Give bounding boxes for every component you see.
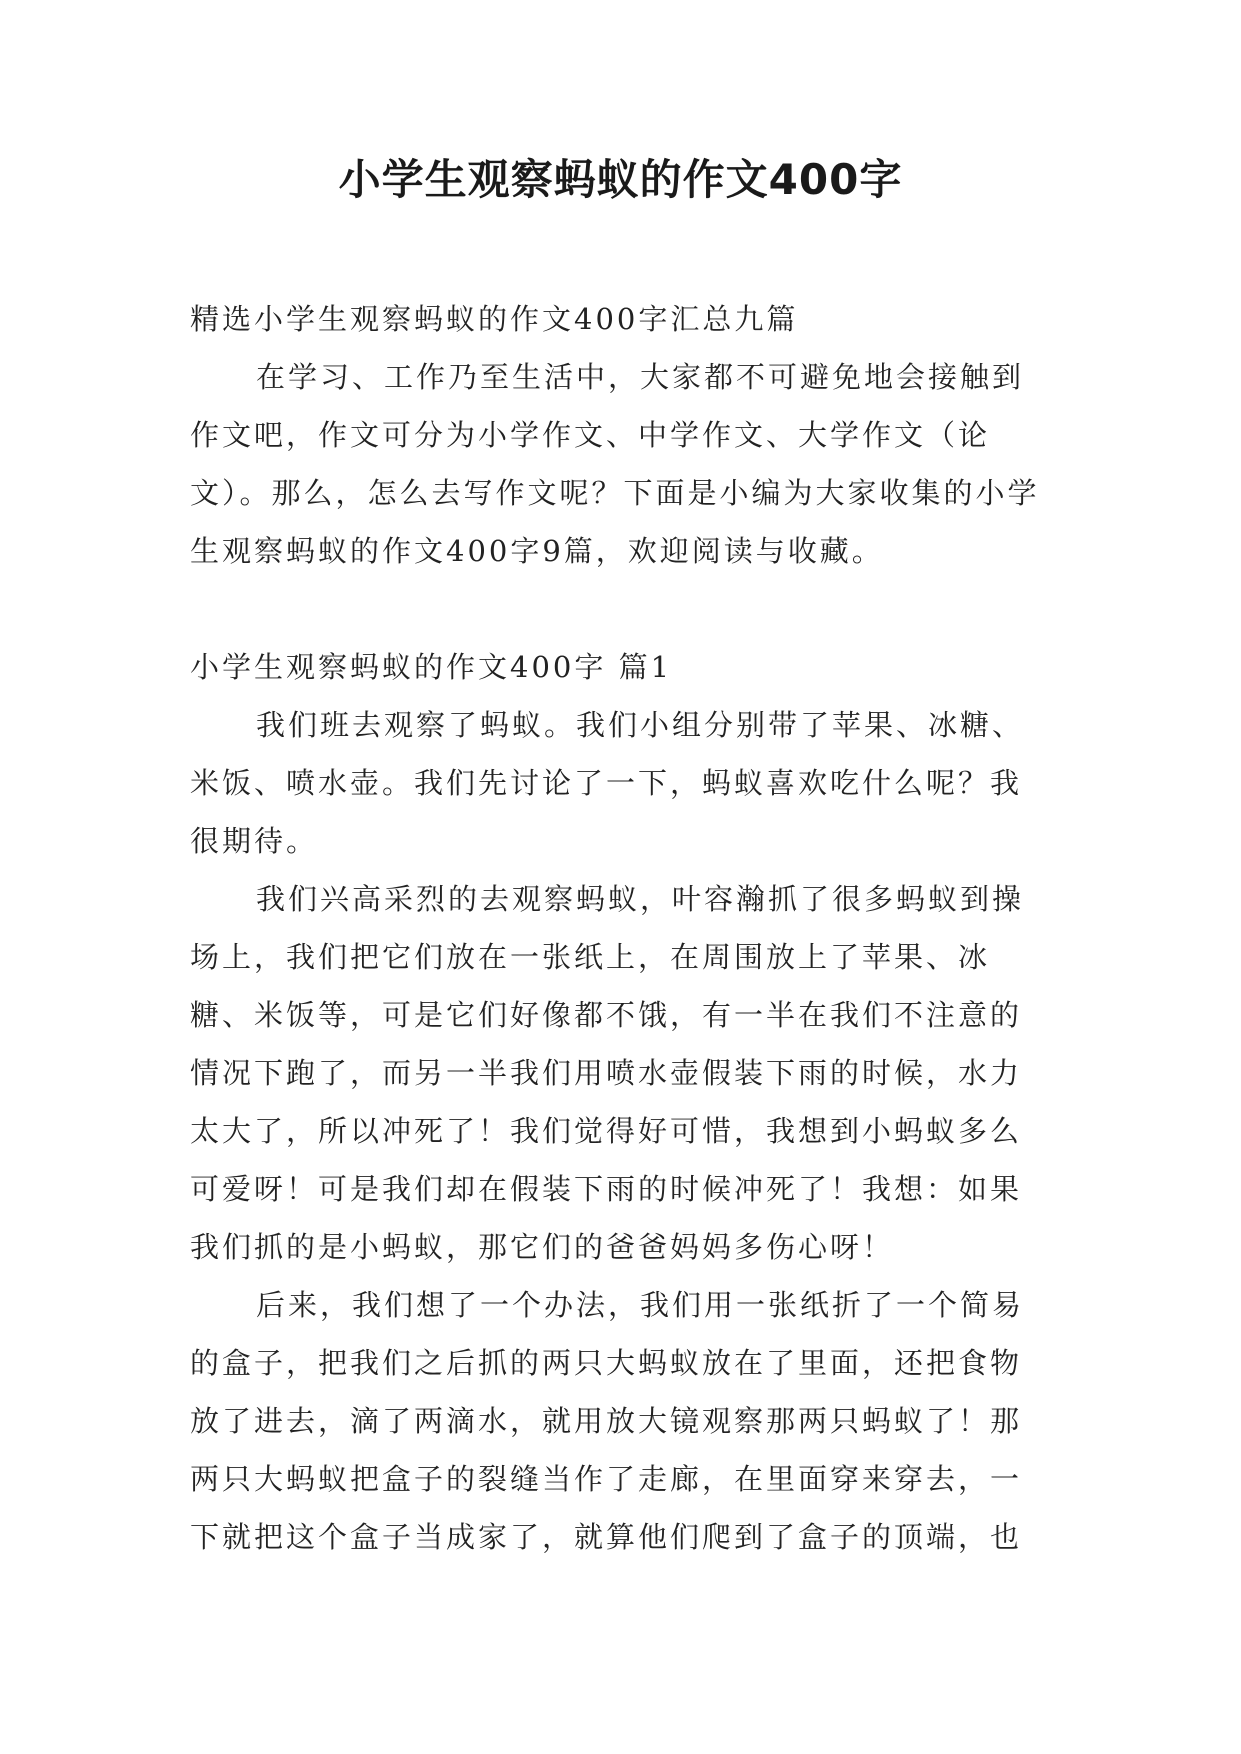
document-body: [190, 290, 1052, 1566]
body-paragraph: 我们班去观察了蚂蚁。我们小组分别带了苹果、冰糖、米饭、喷水壶。我们先讨论了一下，蚂蚁喜欢吃什么呢？我很期待。: [190, 708, 1025, 858]
body-paragraph: 我们兴高采烈的去观察蚂蚁，叶容瀚抓了很多蚂蚁到操场上，我们把它们放在一张纸上，在周围放上了苹果、冰糖、米饭等，可是它们好像都不饿，有一半在我们不注意的情况下跑了，而另一半我们用喷水壶假装下雨的时候，水力太大了，所以冲死了！我们觉得好可惜，我想到小蚂蚁多么可爱呀！可是我们却在假装下雨的时候冲死了！我想：如果我们抓的是小蚂蚁，那它们的爸爸妈妈多伤心呀！: [190, 882, 1025, 1264]
intro-paragraph: 在学习、工作乃至生活中，大家都不可避免地会接触到作文吧，作文可分为小学作文、中学作文、大学作文（论文）。那么，怎么去写作文呢？下面是小编为大家收集的小学生观察蚂蚁的作文400字9篇，欢迎阅读与收藏。: [190, 360, 1040, 568]
section-heading: 小学生观察蚂蚁的作文400字 篇1: [190, 650, 673, 684]
body-paragraph: 后来，我们想了一个办法，我们用一张纸折了一个简易的盒子，把我们之后抓的两只大蚂蚁放在了里面，还把食物放了进去，滴了两滴水，就用放大镜观察那两只蚂蚁了！那两只大蚂蚁把盒子的裂缝当作了走廊，在里面穿来穿去，一下就把这个盒子当成家了，就算他们爬到了盒子的顶端，也: [190, 1288, 1025, 1554]
document-subtitle: 精选小学生观察蚂蚁的作文400字汇总九篇: [190, 302, 799, 336]
document-title: 小学生观察蚂蚁的作文400字: [338, 155, 903, 204]
